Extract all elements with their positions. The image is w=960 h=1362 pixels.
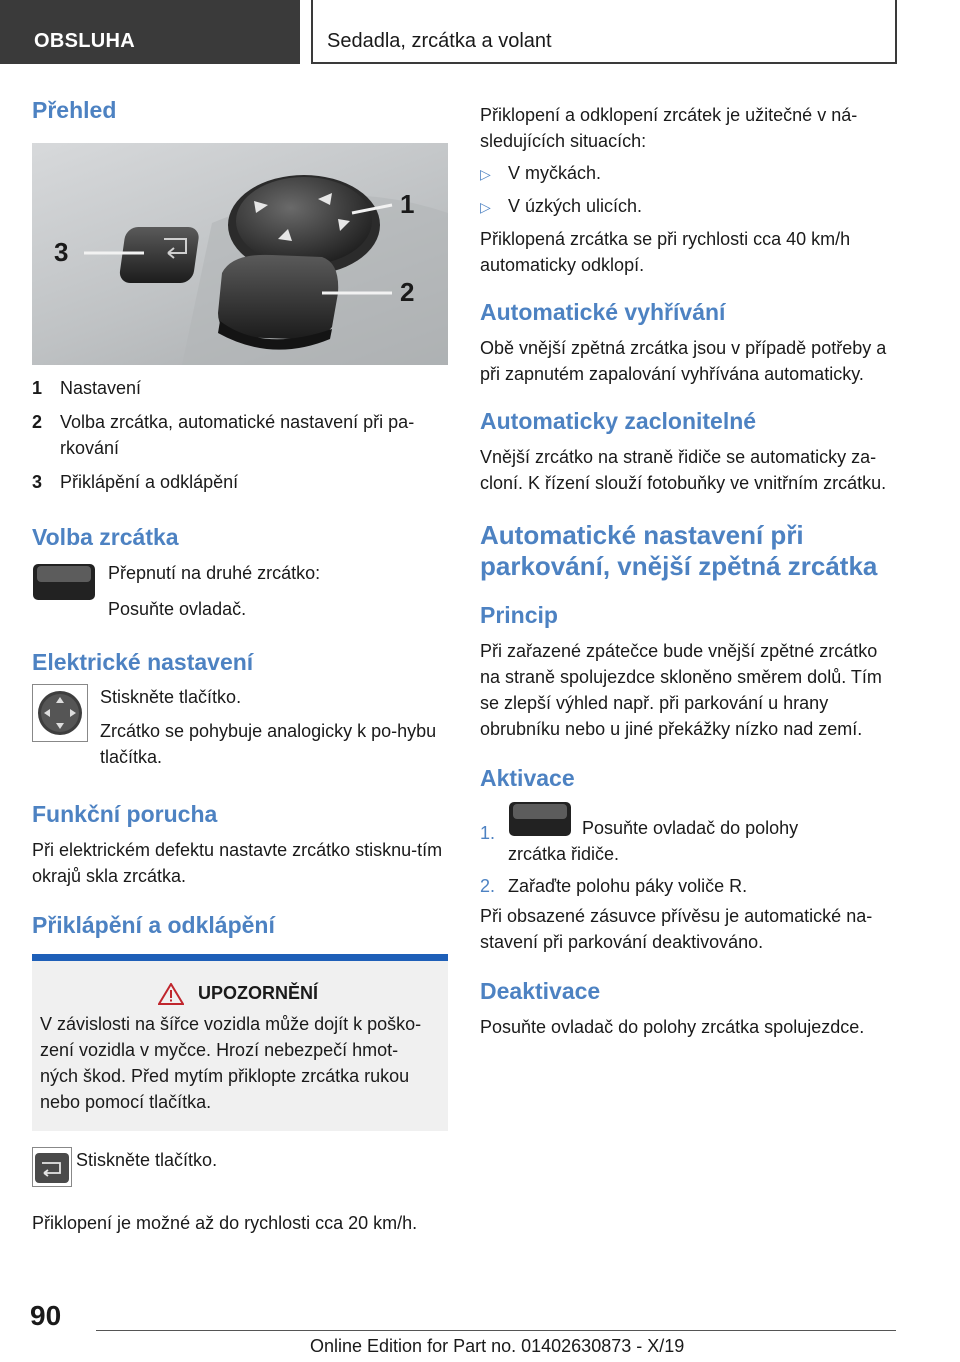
mirror-select-line: Posuňte ovladač. bbox=[108, 598, 247, 619]
overview-title: Přehled bbox=[32, 97, 117, 123]
mirror-controls-photo bbox=[32, 143, 448, 365]
activation-title: Aktivace bbox=[480, 764, 575, 791]
mirror-adjust-knob-icon bbox=[32, 684, 88, 747]
mirror-switch-illustration bbox=[32, 143, 448, 365]
edition-text: Online Edition for Part no. 01402630873 - X/19 bbox=[310, 1336, 685, 1356]
footer-divider bbox=[96, 1330, 896, 1331]
folding-title: Přiklápění a odklápění bbox=[32, 912, 275, 938]
mirror-select-row bbox=[32, 560, 448, 626]
step-item bbox=[480, 873, 900, 899]
fold-intro: Přiklopení a odklopení zrcátek je užitečné v ná-sledujících situacích: bbox=[480, 105, 858, 151]
electric-line: Zrcátko se pohybuje analogicky k po-hybu tlačítka. bbox=[100, 721, 437, 768]
triangle-bullet-icon: ▷ bbox=[480, 199, 491, 215]
auto-unfold-text: Přiklopená zrcátka se při rychlosti cca 40 km/h automaticky odklopí. bbox=[480, 229, 851, 275]
principle-text: Při zařazené zpátečce bude vnější zpětné zrcátko na straně spolujezdce skloněno směrem dolů. Tím se zlepší výhled např. při parkování u hrany obrubníku nebo u jiné překážky nízko nad zemí. bbox=[480, 640, 882, 739]
photo-legend bbox=[32, 375, 448, 495]
legend-text: Nastavení bbox=[60, 377, 142, 398]
callout-3: 3 bbox=[54, 236, 69, 267]
dimming-text: Vnější zrcátko na straně řidiče se automaticky za-cloní. K řízení slouží fotobuňky ve vnitřním zrcátku. bbox=[480, 446, 887, 493]
principle-title: Princip bbox=[480, 601, 558, 628]
dimming-title: Automaticky zaclonitelné bbox=[480, 407, 757, 434]
legend-num: 2 bbox=[32, 411, 43, 432]
fault-title: Funkční porucha bbox=[32, 801, 218, 828]
situation-list bbox=[480, 160, 900, 220]
warning-box bbox=[32, 961, 448, 1131]
list-item bbox=[480, 160, 900, 187]
parking-title: Automatické nastavení při parkování, vnější zpětná zrcátka bbox=[480, 519, 878, 582]
page-number: 90 bbox=[30, 1300, 62, 1331]
switch-button-icon bbox=[32, 560, 96, 607]
list-item-text: V úzkých ulicích. bbox=[508, 196, 643, 216]
warning-text: V závislosti na šířce vozidla může dojít k poško-zení vozidla v myčce. Hrozí nebezpečí hmot-ných škod. Před mytím přiklopte zrcátka rukou nebo pomocí tlačítka. bbox=[40, 1013, 422, 1112]
step-text: Zařaďte polohu páky voliče R. bbox=[508, 876, 748, 897]
list-item-text: V myčkách. bbox=[508, 163, 602, 183]
heating-text: Obě vnější zpětná zrcátka jsou v případě potřeby a při zapnutém zapalování vyhřívána automaticky. bbox=[480, 337, 887, 384]
fold-press-text: Stiskněte tlačítko. bbox=[76, 1149, 218, 1170]
legend-item bbox=[32, 375, 448, 401]
legend-item bbox=[32, 409, 448, 461]
fold-button-row bbox=[32, 1147, 448, 1192]
chapter-title: Sedadla, zrcátka a volant bbox=[311, 0, 897, 64]
legend-item bbox=[32, 469, 448, 495]
warning-header bbox=[40, 983, 436, 1005]
triangle-bullet-icon: ▷ bbox=[480, 166, 491, 182]
legend-text: Přiklápění a odklápění bbox=[60, 471, 239, 492]
step-item bbox=[480, 800, 900, 867]
mirror-select-title: Volba zrcátka bbox=[32, 523, 179, 550]
warning-triangle-icon bbox=[158, 983, 184, 1005]
legend-num: 3 bbox=[32, 471, 43, 492]
legend-text: Volba zrcátka, automatické nastavení při pa-rkování bbox=[60, 411, 415, 458]
callout-2: 2 bbox=[400, 276, 415, 307]
left-column bbox=[32, 96, 448, 1236]
warning-bar bbox=[32, 954, 448, 961]
callout-1: 1 bbox=[400, 188, 415, 219]
deactivation-text: Posuňte ovladač do polohy zrcátka spolujezdce. bbox=[480, 1017, 865, 1038]
mirror-select-line: Přepnutí na druhé zrcátko: bbox=[108, 562, 321, 583]
right-column bbox=[480, 102, 900, 1040]
section-tab: OBSLUHA bbox=[0, 0, 300, 64]
list-item bbox=[480, 193, 900, 220]
activation-note: Při obsazené zásuvce přívěsu je automatické na-stavení při parkování deaktivováno. bbox=[480, 906, 873, 953]
fold-button-icon bbox=[32, 1147, 72, 1192]
electric-title: Elektrické nastavení bbox=[32, 648, 254, 675]
deactivation-title: Deaktivace bbox=[480, 978, 601, 1005]
page-header bbox=[0, 0, 960, 66]
step-number: 1. bbox=[480, 823, 496, 844]
heating-title: Automatické vyhřívání bbox=[480, 299, 726, 325]
electric-line: Stiskněte tlačítko. bbox=[100, 687, 242, 708]
switch-button-icon bbox=[508, 800, 572, 838]
electric-row bbox=[32, 684, 448, 774]
fault-text: Při elektrickém defektu nastavte zrcátko stisknu-tím okrajů skla zrcátka. bbox=[32, 840, 443, 886]
legend-num: 1 bbox=[32, 377, 43, 398]
activation-steps bbox=[480, 800, 900, 899]
fold-speed-note: Přiklopení je možné až do rychlosti cca 20 km/h. bbox=[32, 1212, 418, 1233]
warning-title: UPOZORNĚNÍ bbox=[197, 983, 318, 1004]
step-text: Posuňte ovladač do polohy zrcátka řidiče. bbox=[508, 818, 799, 865]
step-number: 2. bbox=[480, 876, 496, 897]
